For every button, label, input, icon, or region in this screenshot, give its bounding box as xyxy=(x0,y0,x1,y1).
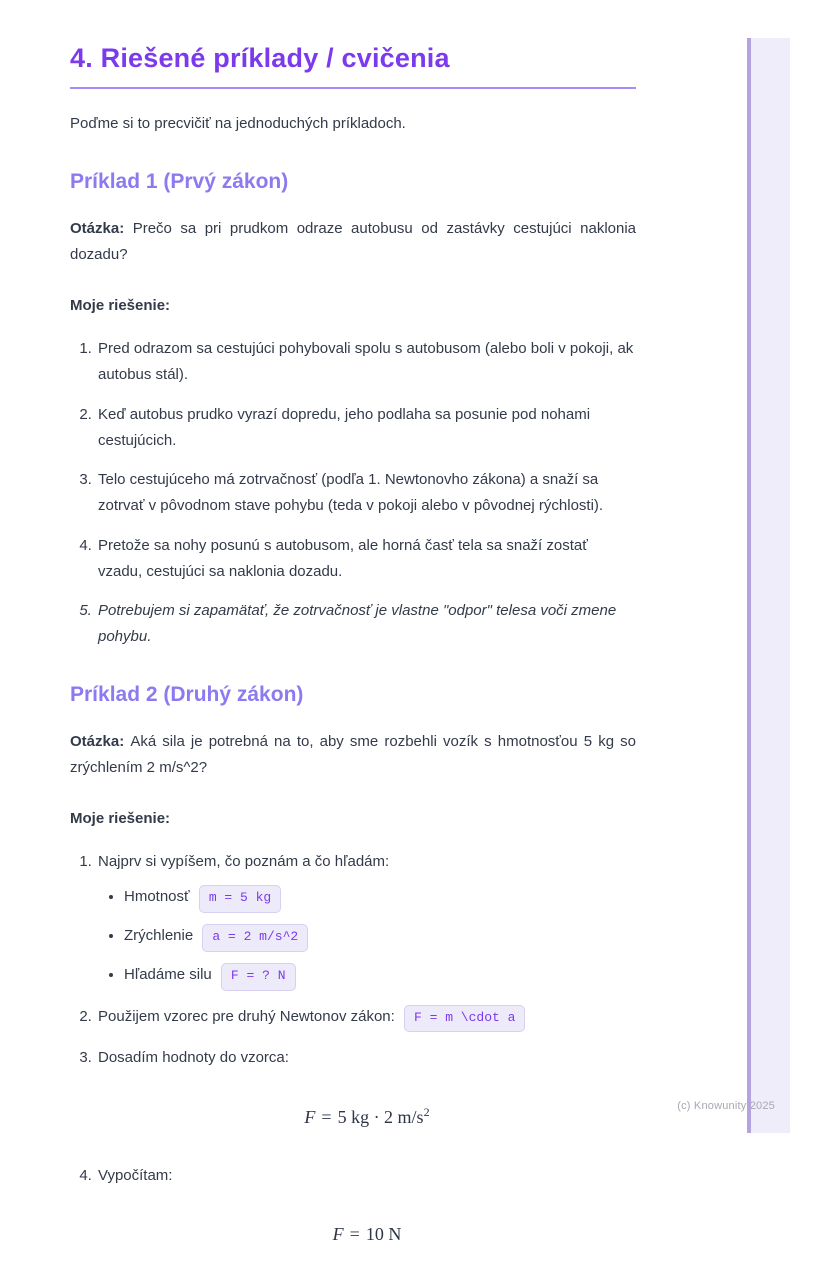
math-expression: 5 kg · 2 m/s xyxy=(337,1106,424,1127)
math-superscript: 2 xyxy=(423,1104,430,1119)
list-item-note: 5. Potrebujem si zapamätať, že zotrvačnosť je vlastne "odpor" telesa voči zmene pohybu. xyxy=(96,598,636,651)
known-label: Hľadáme silu xyxy=(124,965,216,983)
step-text: Použijem vzorec pre druhý Newtonov zákon: xyxy=(98,1007,399,1025)
example2-steps xyxy=(70,849,636,1251)
example2-question xyxy=(70,729,636,782)
known-item xyxy=(124,962,636,991)
math-variable: F xyxy=(332,1224,344,1245)
example2-heading: Príklad 2 (Druhý zákon) xyxy=(70,682,304,706)
question-text: Prečo sa pri prudkom odraze autobusu od zastávky cestujúci naklonia dozadu? xyxy=(70,219,637,263)
example1-solution-label: Moje riešenie: xyxy=(70,297,171,315)
list-item xyxy=(96,1163,636,1251)
inline-code-chip: m = 5 kg xyxy=(199,885,281,913)
question-label: Otázka: xyxy=(70,219,133,237)
list-item: 4. Pretože sa nohy posunú s autobusom, ale horná časť tela sa snaží zostať vzadu, cestujúci sa naklonia dozadu. xyxy=(96,533,636,586)
list-item: 3. Telo cestujúceho má zotrvačnosť (podľa 1. Newtonovho zákona) a snaží sa zotrvať v pôvodnom stave pohybu (teda v pokoji alebo v pôvodnej rýchlosti). xyxy=(96,467,636,520)
known-item xyxy=(124,923,636,952)
known-item xyxy=(124,884,636,913)
inline-code-chip: F = ? N xyxy=(221,963,296,991)
step-text: Najprv si vypíšem, čo poznám a čo hľadám: xyxy=(98,853,390,871)
example1-heading: Príklad 1 (Prvý zákon) xyxy=(70,169,289,193)
list-item xyxy=(96,849,636,991)
inline-code-chip: a = 2 m/s^2 xyxy=(202,924,308,952)
math-equals: = xyxy=(349,1224,360,1245)
inline-code-chip: F = m \cdot a xyxy=(404,1005,525,1033)
example1-steps xyxy=(70,336,636,651)
document-body xyxy=(70,0,636,1281)
formula-substitution xyxy=(98,1102,636,1134)
math-expression: 10 N xyxy=(365,1224,402,1245)
question-text: Aká sila je potrebná na to, aby sme rozbehli vozík s hmotnosťou 5 kg so zrýchlením 2 m/s^2? xyxy=(70,732,636,776)
list-item: 2. Keď autobus prudko vyrazí dopredu, jeho podlaha sa posunie pod nohami cestujúcich. xyxy=(96,402,636,455)
math-variable: F xyxy=(304,1106,316,1127)
known-label: Zrýchlenie xyxy=(124,927,198,945)
page-title: 4. Riešené príklady / cvičenia xyxy=(70,43,450,73)
list-item xyxy=(96,1004,636,1033)
example2-solution-label: Moje riešenie: xyxy=(70,810,171,828)
step-text: Vypočítam: xyxy=(98,1167,173,1185)
list-item: 1. Pred odrazom sa cestujúci pohybovali spolu s autobusom (alebo boli v pokoji, ak autobus stál). xyxy=(96,336,636,389)
math-equals: = xyxy=(321,1106,332,1127)
list-item xyxy=(96,1045,636,1133)
example1-question xyxy=(70,216,636,269)
intro-paragraph: Poďme si to precvičiť na jednoduchých príkladoch. xyxy=(70,115,406,133)
known-label: Hmotnosť xyxy=(124,888,194,906)
title-divider xyxy=(70,87,636,89)
page-edge-decoration xyxy=(747,38,790,1133)
step-text: Dosadím hodnoty do vzorca: xyxy=(98,1049,289,1067)
question-label: Otázka: xyxy=(70,732,131,750)
formula-result xyxy=(98,1219,636,1251)
copyright-notice: (c) Knowunity 2025 xyxy=(677,1100,775,1112)
knowns-list xyxy=(98,884,636,990)
